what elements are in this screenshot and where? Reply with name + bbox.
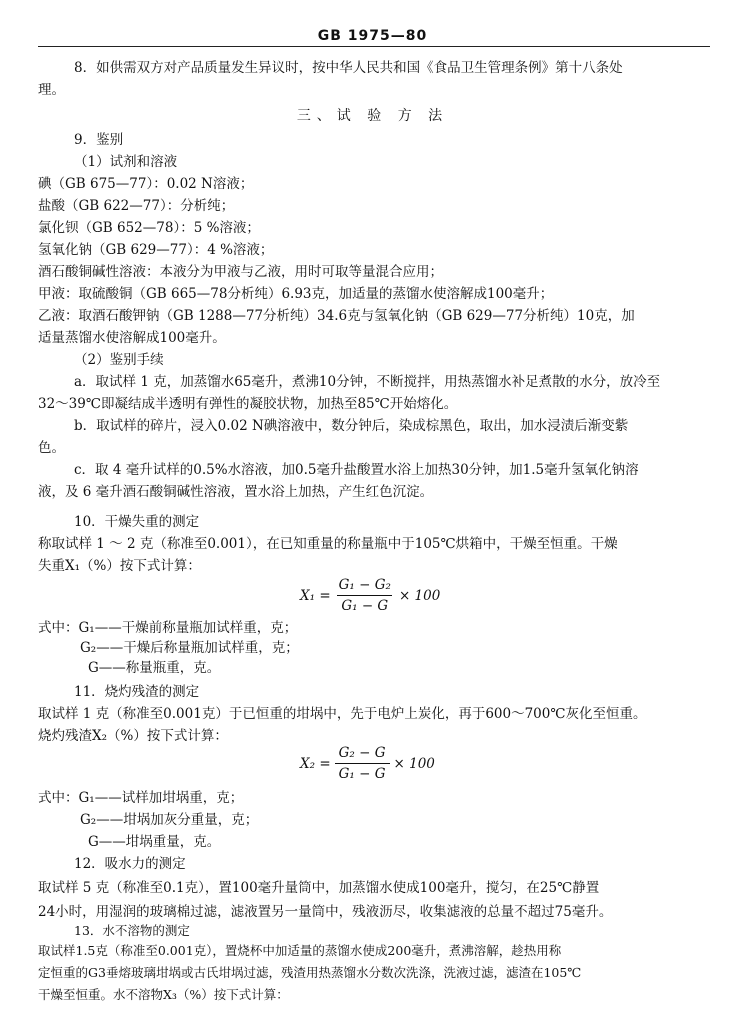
clause-9-title: 9．鉴别 [74, 132, 124, 148]
clause-11-where-g: G——坩埚重量，克。 [88, 834, 221, 850]
clause-9-sub2-title: （2）鉴别手续 [74, 352, 164, 368]
clause-9-sub1-title: （1）试剂和溶液 [74, 154, 178, 170]
formula-x2-lhs: X₂ = [300, 755, 331, 772]
header-rule [38, 46, 710, 47]
formula-x1-numerator: G₁ − G₂ [338, 577, 391, 593]
clause-10-para-line-2: 失重X₁（%）按下式计算： [38, 558, 201, 574]
clause-11-para-line-2: 烧灼残渣X₂（%）按下式计算： [38, 728, 228, 744]
formula-x1-lhs: X₁ = [300, 587, 331, 604]
clause-11-title: 11．烧灼残渣的测定 [74, 684, 200, 700]
formula-x2-rhs: × 100 [393, 755, 435, 772]
reagent-sodium-hydroxide: 氢氧化钠（GB 629—77）：4 %溶液； [38, 242, 274, 258]
clause-10-para-line-1: 称取试样 1 ～ 2 克（称准至0.001），在已知重量的称量瓶中于105℃烘箱中，干燥至恒重。干燥 [38, 536, 618, 552]
procedure-b-line-1: b．取试样的碎片，浸入0.02 N碘溶液中，数分钟后，染成棕黑色，取出，加水浸渍后渐变紫 [74, 418, 629, 434]
procedure-c-line-1: c．取 4 毫升试样的0.5%水溶液，加0.5毫升盐酸置水浴上加热30分钟，加1.5毫升氢氧化钠溶 [74, 462, 639, 478]
procedure-a-line-2: 32～39℃即凝结成半透明有弹性的凝胶状物，加热至85℃开始熔化。 [38, 396, 458, 412]
liquid-a: 甲液：取硫酸铜（GB 665—78分析纯）6.93克，加适量的蒸馏水使溶解成100毫升； [38, 286, 554, 302]
clause-8-line-2: 理。 [38, 82, 65, 98]
reagent-hydrochloric-acid: 盐酸（GB 622—77）：分析纯； [38, 198, 235, 214]
procedure-b-line-2: 色。 [38, 440, 65, 456]
clause-13-para-line-3: 干燥至恒重。水不溶物X₃（%）按下式计算： [38, 987, 289, 1002]
reagent-barium-chloride: 氯化钡（GB 652—78）：5 %溶液； [38, 220, 260, 236]
clause-11-where-g1: 式中：G₁——试样加坩埚重，克； [38, 790, 244, 806]
reagent-fehling: 酒石酸铜碱性溶液：本液分为甲液与乙液，用时可取等量混合应用； [38, 264, 443, 280]
formula-x1-denominator: G₁ − G [337, 595, 392, 615]
formula-x2-denominator: G₁ − G [335, 763, 390, 783]
formula-x1 [300, 576, 440, 615]
liquid-b-line-2: 适量蒸馏水使溶解成100毫升。 [38, 330, 226, 346]
clause-10-where-g: G——称量瓶重，克。 [88, 660, 221, 676]
clause-8-line-1: 8．如供需双方对产品质量发生异议时，按中华人民共和国《食品卫生管理条例》第十八条处 [74, 60, 623, 76]
clause-12-para-line-1: 取试样 5 克（称准至0.1克），置100毫升量筒中，加蒸馏水使成100毫升，搅匀，在25℃静置 [38, 880, 600, 896]
clause-10-where-g1: 式中：G₁——干燥前称量瓶加试样重，克； [38, 620, 298, 636]
liquid-b-line-1: 乙液：取酒石酸钾钠（GB 1288—77分析纯）34.6克与氢氧化钠（GB 629—77分析纯）10克，加 [38, 308, 635, 324]
procedure-a-line-1: a．取试样 1 克，加蒸馏水65毫升，煮沸10分钟，不断搅拌，用热蒸馏水补足煮散的水分，放冷至 [74, 374, 661, 390]
section-title: 三、试 验 方 法 [296, 108, 449, 124]
formula-x2-numerator: G₂ − G [338, 745, 386, 761]
formula-x2 [300, 744, 435, 783]
formula-x1-rhs: × 100 [398, 587, 441, 604]
clause-10-title: 10．干燥失重的测定 [74, 514, 200, 530]
clause-10-where-g2: G₂——干燥后称量瓶加试样重，克； [80, 640, 299, 656]
clause-13-para-line-2: 定恒重的G3垂熔玻璃坩埚或古氏坩埚过滤，残渣用热蒸馏水分数次洗涤，洗液过滤，滤渣在105℃ [38, 965, 582, 980]
clause-11-para-line-1: 取试样 1 克（称准至0.001克）于已恒重的坩埚中，先于电炉上炭化，再于600～700℃灰化至恒重。 [38, 706, 647, 722]
standard-code-header: GB 1975—80 [317, 28, 428, 44]
clause-13-para-line-1: 取试样1.5克（称准至0.001克），置烧杯中加适量的蒸馏水使成200毫升，煮沸溶解，趁热用称 [38, 943, 562, 958]
clause-11-where-g2: G₂——坩埚加灰分重量，克； [80, 812, 259, 828]
reagent-iodine: 碘（GB 675—77）：0.02 N溶液； [38, 176, 254, 192]
clause-12-para-line-2: 24小时，用湿润的玻璃棉过滤，滤液置另一量筒中，残液沥尽，收集滤液的总量不超过75毫升。 [38, 904, 613, 920]
clause-13-title: 13．水不溶物的测定 [74, 923, 190, 938]
clause-12-title: 12．吸水力的测定 [74, 856, 186, 872]
procedure-c-line-2: 液，及 6 毫升酒石酸铜碱性溶液，置水浴上加热，产生红色沉淀。 [38, 484, 434, 500]
